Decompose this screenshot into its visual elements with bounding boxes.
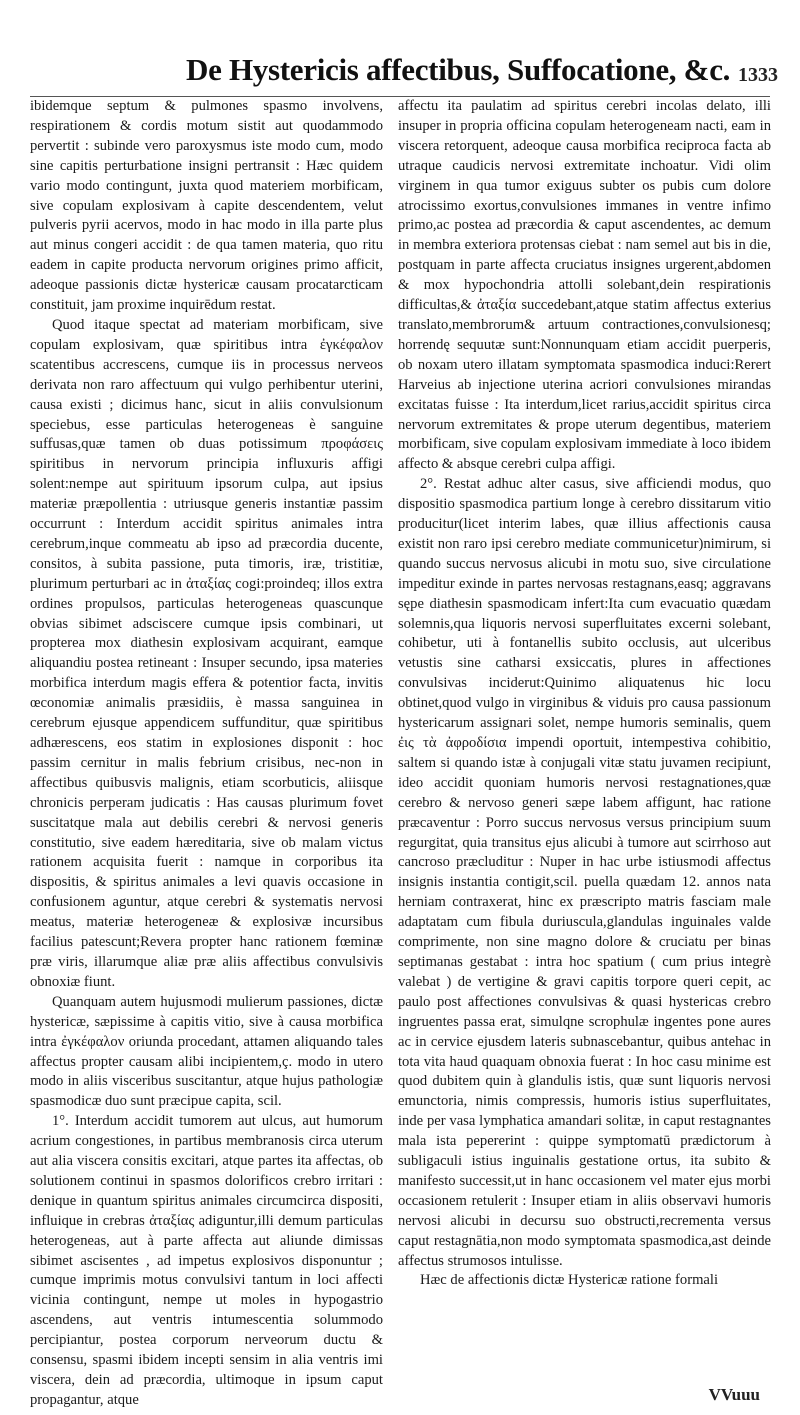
page-title: De Hystericis affectibus, Suffocatione, &c. [186,52,731,87]
running-head [0,52,800,96]
paragraph: 1°. Interdum accidit tumorem aut ulcus, aut humorum acrium congestiones, in partibus membranosis circa uterum aut alia viscera consitis excitari, atque partes ita affectas, ob solutionem continui in spasmos dolorificos crebro irritari : denique in quantum spiritus animales circumcirca dispositi, influique in crebras ἀταξίας adiguntur,illi demum particulas heterogeneas, aut à parte affecta aut aliunde dimissas sibimet ascisentes , ad impetus explosivos disponuntur ; cumque imprimis motus convulsivi tantum in loci affecti vicinia contingunt, nempe ut moles in hypogastrio ascendens, aut ventris intumescentia solummodo percipiantur, postea corporum nerveorum ductu & consensu, spasmi ibidem incepti sensim in alia ventris imi viscera, dein ad præcordia, ultimoque in ipsum caput propagantur, atque [30,1113,383,1408]
paragraph: Quod itaque spectat ad materiam morbificam, sive copulam explosivam, quæ spiritibus intra ἐγκέφαλον scatentibus accrescens, cumque iis in processus nerveos derivata non raro affectuum qui vulgo perhibentur uterini, causa existi ; dicimus hanc, sicut in aliis convulsionum speciebus, esse particulas heterogeneas è sanguine suffusas,quæ tamen ob duas potissimum προφάσεις spiritibus in nervorum principia influxuris affigi solent:nempe aut spirituum ipsorum culpa, aut ipsius materiæ præpollentia : utriusque generis instantiæ passim occurrunt : Interdum accidit spiritus animales intra cerebrum,inque commeatu ab ipso ad præcordia ducente, consitos, à subita passione, puta timoris, iræ, tristitiæ, plurimum perturbari ac in ἀταξίας cogi:proindeq; illos extra ordines propulsos, particulas heterogeneas quascunque obvias sibimet adsciscere cumque ipsis combinari, ut propterea mox diathesin explosivam acquirant, eamque aliquandiu postea retineant : Insuper secundo, ipsa materies morbifica interdum magis effera & potentior facta, invitis œconomiæ animalis præsidiis, è massa sanguinea in cerebrum ejusque appendicem suffunditur, quæ spiritibus adhærescens, eos statim in explosiones disponit : hoc passim cernitur in malis febrium crisibus, nec-non in affectibus quibusvis malignis, etiam scorbuticis, aliisque chronicis perperam judicatis : Has causas plurimum fovet suscitatque mala aut debilis cerebri & nervosi generis constitutio, sive eadem hæreditaria, sive ob malam victus rationem acquisita fuerit : namque in corporibus ita dispositis, & spiritus animales a levi quavis occasione in confusionem aguntur, atque cerebri & systematis nervosi meatus, materiæ heterogeneæ & explosivæ incursibus facilius patescunt;Revera propter hanc rationem fœminæ præ viris, illarumque aliæ præ aliis affectibus convulsivis obnoxiæ fiunt. [30,316,383,990]
signature-mark: VVuuu [708,1385,760,1404]
paragraph: Quanquam autem hujusmodi mulierum passiones, dictæ hystericæ, sæpissime à capitis vitio, sive à causa morbifica intra ἐγκέφαλον oriunda procedant, attamen aliquando tales affectus propter causam alibi incipientem,ç. modo in utero modo in aliis visceribus suscitantur, atque hujus pathologiæ spasmodicæ duo sunt præcipue capita, scil. [30,993,383,1110]
right-column [398,97,771,1397]
paragraph: ibidemque septum & pulmones spasmo involvens, respirationem & cordis motum sistit aut quodammodo pervertit : subinde vero paroxysmus iste modo cum, modo sine capitis perturbatione insigni pertransit : Hæc quidem vario modo contingunt, juxta quod materiem morbificam, sive copulam explosivam à capite descendentem, velut pulveris pyrii acervos, modo in hac modo in illa parte plus aut minus congeri accidit : de qua tamen materia, quo ritu eadem in capite producta nervorum origines primo afficit, adeoque passionis dictæ hystericæ causam procatarcticam constituit, jam proxime inquirēdum restat. [30,98,383,314]
paragraph: affectu ita paulatim ad spiritus cerebri incolas delato, illi insuper in propria officina copulam heterogeneam nacti, eam in viscera retorquent, adeoque causa morbifica reciproca facta ab utraque caudicis nervosi extremitate inchoatur. Vidi olim virginem in qua tumor exiguus subter os pubis cum dolore atrocissimo exortus,convulsiones immanes in ventre infimo primo,ac postea ad præcordia & caput ascendentes, ac demum in membra exteriora protensas ciebat : nam semel aut bis in die, postquam in parte affecta cruciatus insignes urgerent,abdomen & mox hypochondria attolli solebant,dein respirationis difficultas,& ἀταξία succedebant,atque statim affectus exterius translato,membrorum& artuum contractiones,convulsionesq; horrendę sequutæ sunt:Nonnunquam etiam accidit puerperis, ob noxam utero illatam symptomata spasmodica induci:Rerert Harveius ab injectione uterina acriori convulsiones mirandas excitatas fuisse : Ita interdum,licet rarius,accidit spiritus circa nervorum extremitates & prope uterum degentibus, materiem morbificam, sive copulam explosivam immediate à loco ibidem affecto & absque cerebri culpa affigi. [398,98,771,473]
page-number: 1333 [738,64,778,86]
left-column [30,97,383,1408]
paragraph: Hæc de affectionis dictæ Hystericæ ratione formali [420,1272,719,1289]
paragraph: 2°. Restat adhuc alter casus, sive afficiendi modus, quo dispositio spasmodica partium longe à cerebro dissitarum vitio producitur(licet interim labes, quæ illius affectionis causa existit non raro ipsi cerebro mediate communicetur)nimirum, si quando succus nervosus alicubi in motu suo, sive circulatione impeditur exinde in partes nervosas restagnans,easq; aggravans sępe diathesin spasmodicam infert:Ita cum evacuatio quædam solemnis,qua liquoris nervosi superfluitates excerni solebant, cohibetur, uti à fontanellis subito occlusis, aut ulceribus vetustis sine catharsi exsiccatis, plures in affectiones convulsivas inciderut:Quinimo aliquatenus hic locu obtinet,quod vulgo in virginibus & viduis pro causa passionum hystericarum assignari solet, nempe humoris seminalis, quem ἐις τὰ ἀφροδίσια impendi oportuit, intempestiva cohibitio, saltem si quando istæ à conjugali vitæ statu juvamen recipiunt, ideo accidit quoniam humoris nervosi restagnationes,quæ cerebro & nervoso generi sæpe labem affigunt, hac ratione præcaventur : Porro succus nervosus versus principium suum regurgitat, quia transitus ejus alicubi à tumore aut scirrhoso aut cancroso præcluditur : Nuper in hac urbe istiusmodi affectus insignis instantia contigit,scil. puella quædam 12. annos nata herniam contraxerat, hinc ex præscripto matris fasciam male adaptatam cum fibula duriuscula,glandulas inguinales valde comprimente, non sine magno dolore & cruciatu per binas septimanas gestabat : intra hoc spatium ( cum prius integrè valebat ) de vertigine & gravi capitis torpore queri cepit, ac paulo post affectiones convulsivas & quasi hystericas crebro ingruentes passa erat, simulqne scrophulæ ingentes pone aures ac in cervice ejusdem lateris subnascebantur, quibus antehac in tota vita haud quaquam obnoxia fuerat : In hoc casu minime est quod dubitem quin à glandulis istis, quæ sunt liquoris nervosi emunctoria, nimis compressis, humoris istius superfluitates, inde per vasa lymphatica amandari solitæ, in caput restagnantes mala ista pepererint : quippe symptomatū prædictorum à subligaculi istius inguinalis gestatione ortus, ita subito & manifesto successit,ut in hanc occasionem vel mater ejus morbi occasionem retulerit : Insuper etiam in aliis observavi humoris nervosi alicubi in decursu suo obstructi,recrementa versus caput restagnātia,non modo symptomata spasmodica,ast deinde affectus strumosos intulisse. [398,476,771,1269]
